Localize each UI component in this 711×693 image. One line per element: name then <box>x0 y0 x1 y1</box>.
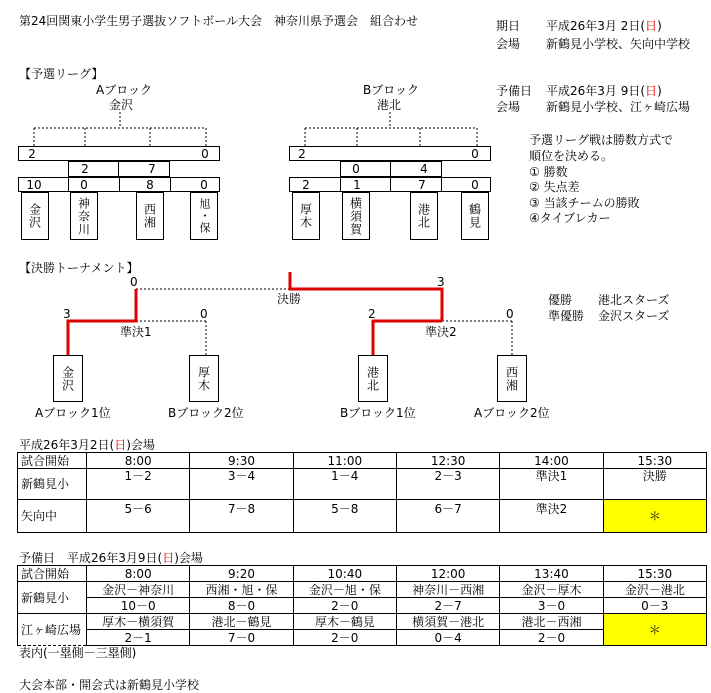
block-b-team-score: 2 <box>302 178 310 192</box>
schedule2-game: 港北－西湘 <box>500 614 603 630</box>
schedule2-venue: 江ヶ崎広場 <box>18 614 87 646</box>
block-a-mid-score: 7 <box>148 162 156 176</box>
block-b-team: 港北 <box>410 192 438 240</box>
schedule2-score-row <box>18 598 707 614</box>
block-a-mid-score: 2 <box>81 162 89 176</box>
schedule1-time: 11:00 <box>293 453 396 469</box>
block-a-team: 金沢 <box>21 192 49 240</box>
block-a-team-score: 0 <box>80 178 88 192</box>
league-rule: 順位を決める。 <box>529 149 614 163</box>
schedule2-score: 0－4 <box>396 630 499 646</box>
schedule1-time: 14:00 <box>500 453 603 469</box>
block-a-top-score: 2 <box>28 147 36 161</box>
tournament-team-label: Aブロック2位 <box>474 406 550 420</box>
schedule1-game: 6－7 <box>396 500 499 533</box>
schedule2-row <box>18 582 707 598</box>
result-label: 準優勝 <box>548 309 585 323</box>
schedule2-game: 金沢－旭・保 <box>293 582 396 598</box>
result-team: 金沢スターズ <box>598 309 670 323</box>
schedule1-venue: 新鶴見小 <box>18 469 87 500</box>
schedule1-venue: 矢向中 <box>18 500 87 533</box>
block-a-team-score: 0 <box>200 178 208 192</box>
date-label: 期日 <box>496 19 521 33</box>
schedule2-game: 金沢－港北 <box>603 582 706 598</box>
date-value: 平成26年3月 2日(日) <box>546 19 662 33</box>
venue-label: 会場 <box>496 37 521 51</box>
schedule2-game: 神奈川－西湘 <box>396 582 499 598</box>
block-a-team: 旭・保 <box>190 192 218 240</box>
tournament-team: 厚木 <box>189 355 219 402</box>
schedule2-game: 横須賀－港北 <box>396 614 499 630</box>
schedule1-game: 7－8 <box>190 500 293 533</box>
schedule2-time: 10:40 <box>293 566 396 582</box>
schedule2-table <box>17 565 707 646</box>
schedule2-header-row <box>18 566 707 582</box>
result-label: 優勝 <box>548 293 573 307</box>
schedule2-row <box>18 614 707 630</box>
schedule1-game: 決勝 <box>603 469 706 500</box>
block-b-team-score: 7 <box>418 178 426 192</box>
schedule2-score: 8－0 <box>190 598 293 614</box>
schedule1-header-row <box>18 453 707 469</box>
tournament-team: 金沢 <box>53 355 83 402</box>
schedule1-game: 5－6 <box>87 500 190 533</box>
schedule2-game: 金沢－神奈川 <box>87 582 190 598</box>
tournament-team-label: Aブロック1位 <box>35 406 111 420</box>
tournament-team-label: Bブロック2位 <box>168 406 244 420</box>
block-b-team-score: 0 <box>471 178 479 192</box>
schedule2-game: 厚木－鶴見 <box>293 614 396 630</box>
schedule2-header-label: 試合開始 <box>18 566 87 582</box>
schedule2-time: 12:00 <box>396 566 499 582</box>
schedule2-score: 2－0 <box>293 630 396 646</box>
schedule1-game: 5－8 <box>293 500 396 533</box>
schedule2-score: 3－0 <box>500 598 603 614</box>
block-b-team: 厚木 <box>292 192 320 240</box>
schedule1-table <box>17 452 707 533</box>
schedule2-score: 0－3 <box>603 598 706 614</box>
schedule2-venue: 新鶴見小 <box>18 582 87 614</box>
final-label: 決勝 <box>277 292 302 306</box>
block-b-host: 港北 <box>377 98 402 112</box>
schedule2-game: 西湘・旭・保 <box>190 582 293 598</box>
schedule2-score: 7－0 <box>190 630 293 646</box>
block-a-team-score: 8 <box>146 178 154 192</box>
block-a-team: 神奈川 <box>70 192 98 240</box>
schedule2-score: 2－0 <box>500 630 603 646</box>
semi1-score: 3 <box>63 307 71 321</box>
block-a-host: 金沢 <box>109 98 134 112</box>
final-score: 0 <box>130 275 138 289</box>
schedule2-game: 厚木－横須賀 <box>87 614 190 630</box>
result-team: 港北スターズ <box>598 293 670 307</box>
tournament-team-label: Bブロック1位 <box>340 406 416 420</box>
schedule2-score: 10－0 <box>87 598 190 614</box>
schedule1-time: 15:30 <box>603 453 706 469</box>
schedule2-time: 13:40 <box>500 566 603 582</box>
block-a-team: 西湘 <box>136 192 164 240</box>
schedule1-game: 準決1 <box>500 469 603 500</box>
league-rule: ② 失点差 <box>529 180 580 194</box>
reserve-date: 平成26年3月 9日(日) <box>546 84 662 98</box>
schedule2-time: 15:30 <box>603 566 706 582</box>
schedule1-row <box>18 469 707 500</box>
schedule2-score: 2－7 <box>396 598 499 614</box>
schedule1-header-label: 試合開始 <box>18 453 87 469</box>
schedule2-caption: 予備日 平成26年3月9日(日)会場 <box>19 551 203 565</box>
schedule1-game: 1－2 <box>87 469 190 500</box>
block-b-team: 横須賀 <box>342 192 370 240</box>
schedule1-time: 9:30 <box>190 453 293 469</box>
schedule1-time: 12:30 <box>396 453 499 469</box>
semi1-score: 0 <box>200 307 208 321</box>
league-rule: ③ 当該チームの勝敗 <box>529 196 640 210</box>
schedule2-time: 9:20 <box>190 566 293 582</box>
schedule2-game: 港北－鶴見 <box>190 614 293 630</box>
final-score: 3 <box>437 275 445 289</box>
schedule1-caption: 平成26年3月2日(日)会場 <box>19 438 155 452</box>
block-b-mid-score: 4 <box>420 162 428 176</box>
venue-value: 新鶴見小学校、矢向中学校 <box>546 37 691 51</box>
semi1-label: 準決1 <box>120 325 152 339</box>
schedule2-time: 8:00 <box>87 566 190 582</box>
reserve-label: 予備日 <box>496 84 533 98</box>
league-rule: ④タイブレカー <box>529 211 611 225</box>
block-b-mid-score: 0 <box>352 162 360 176</box>
schedule1-time: 8:00 <box>87 453 190 469</box>
reserve-venue: 新鶴見小学校、江ヶ崎広場 <box>546 100 691 114</box>
schedule1-game: 3－4 <box>190 469 293 500</box>
footer-note: 表内(一塁側－三塁側) <box>19 646 137 660</box>
league-section-title: 【予選リーグ】 <box>19 67 104 81</box>
schedule2-score: 2－0 <box>293 598 396 614</box>
reserve-venue-label: 会場 <box>496 100 521 114</box>
tournament-section-title: 【決勝トーナメント】 <box>19 261 139 275</box>
page-title: 第24回関東小学生男子選抜ソフトボール大会 神奈川県予選会 組合わせ <box>19 14 419 28</box>
block-b-top-score: 2 <box>298 147 306 161</box>
league-rule: 予選リーグ戦は勝数方式で <box>529 133 674 147</box>
league-rule: ① 勝数 <box>529 165 568 179</box>
schedule1-row <box>18 500 707 533</box>
block-b-top-score: 0 <box>471 147 479 161</box>
schedule1-game: ＊ <box>603 500 706 533</box>
block-b-team: 鶴見 <box>461 192 489 240</box>
tournament-team: 西湘 <box>497 355 527 402</box>
block-a-top-score: 0 <box>201 147 209 161</box>
block-b-team-score: 1 <box>353 178 361 192</box>
schedule1-game: 準決2 <box>500 500 603 533</box>
block-a-name: Aブロック <box>96 83 152 97</box>
schedule1-game: 2－3 <box>396 469 499 500</box>
schedule2-game: ＊ <box>603 614 706 646</box>
semi2-label: 準決2 <box>425 325 457 339</box>
schedule2-score: 2－1 <box>87 630 190 646</box>
schedule2-game: 金沢－厚木 <box>500 582 603 598</box>
semi2-score: 0 <box>506 307 514 321</box>
block-b-name: Bブロック <box>363 83 419 97</box>
block-a-team-score: 10 <box>26 178 42 192</box>
schedule1-game: 1－4 <box>293 469 396 500</box>
semi2-score: 2 <box>368 307 376 321</box>
footer-hq: 大会本部・開会式は新鶴見小学校 <box>19 678 200 692</box>
tournament-team: 港北 <box>358 355 388 402</box>
